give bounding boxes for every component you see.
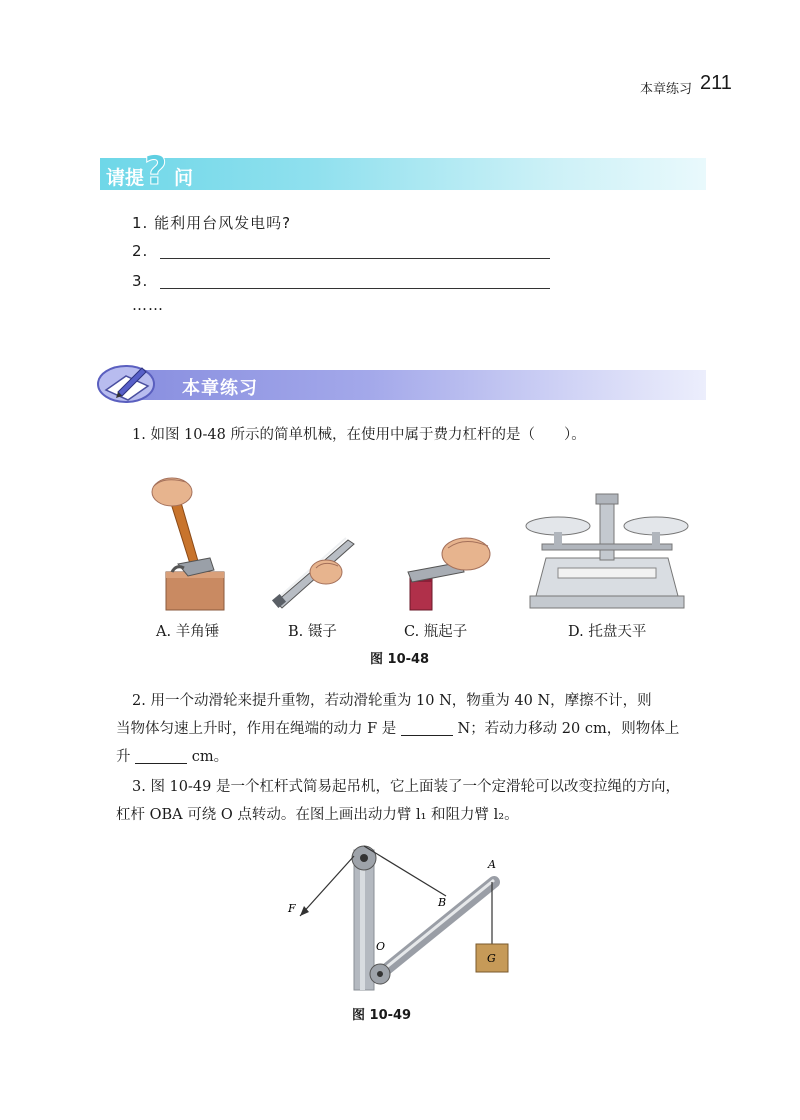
answer-blank-force: [401, 719, 453, 736]
label-b: B: [438, 896, 447, 909]
question-3-line-2: 杠杆 OBA 可绕 O 点转动。在图上画出动力臂 l₁ 和阻力臂 l₂。: [116, 807, 519, 823]
answer-blank-3: [160, 288, 550, 289]
question-2-part-d: cm。: [191, 749, 229, 765]
option-c: C. 瓶起子: [404, 624, 468, 640]
ask-item-2-label: 2.: [132, 242, 149, 260]
exercise-section-title: 本章练习: [182, 378, 258, 399]
ask-section-banner: [100, 148, 706, 194]
page-number: 211: [700, 72, 732, 94]
ask-ellipsis: ……: [132, 296, 164, 314]
option-a: A. 羊角锤: [156, 624, 220, 640]
question-mark-icon: ?: [144, 148, 168, 194]
question-3-line-1: 3. 图 10-49 是一个杠杆式简易起吊机，它上面装了一个定滑轮可以改变拉绳的方向，: [132, 779, 680, 795]
ask-title-right: 问: [174, 167, 194, 189]
question-2-part-c: 升: [116, 749, 131, 765]
label-f: F: [288, 902, 296, 915]
lever-crane-diagram: [280, 836, 520, 992]
tweezers-illustration: [268, 532, 360, 612]
option-b: B. 镊子: [288, 624, 337, 640]
ask-item-2: [132, 242, 148, 260]
question-2-part-a: 当物体匀速上升时，作用在绳端的动力 F 是: [116, 721, 397, 737]
question-2-line-2: [116, 716, 679, 742]
chapter-header-title: 本章练习: [640, 82, 693, 97]
question-2-line-1: 2. 用一个动滑轮来提升重物，若动滑轮重为 10 N，物重为 40 N，摩擦不计，则: [132, 693, 652, 709]
ask-title-left: 请提: [106, 167, 145, 189]
figure-10-48-caption: 图 10-48: [370, 652, 430, 667]
label-g: G: [487, 952, 496, 965]
option-d: D. 托盘天平: [568, 624, 647, 640]
pencil-notebook-icon: [96, 356, 160, 408]
exercise-section-banner: [142, 370, 706, 400]
question-2-line-3: [116, 744, 228, 770]
claw-hammer-illustration: [148, 472, 238, 612]
bottle-opener-illustration: [402, 522, 502, 612]
balance-scale-illustration: [522, 488, 692, 612]
ask-item-3-label: 3.: [132, 272, 149, 290]
label-a: A: [488, 858, 496, 871]
question-1: 1. 如图 10-48 所示的简单机械，在使用中属于费力杠杆的是（ ）。: [132, 427, 586, 443]
figure-10-49-caption: 图 10-49: [352, 1008, 412, 1023]
ask-item-1: 1. 能利用台风发电吗?: [132, 214, 292, 232]
question-2-part-b: N；若动力移动 20 cm，则物体上: [457, 721, 680, 737]
label-o: O: [376, 940, 386, 953]
answer-blank-distance: [135, 747, 187, 764]
ask-item-3: [132, 272, 148, 290]
answer-blank-2: [160, 258, 550, 259]
